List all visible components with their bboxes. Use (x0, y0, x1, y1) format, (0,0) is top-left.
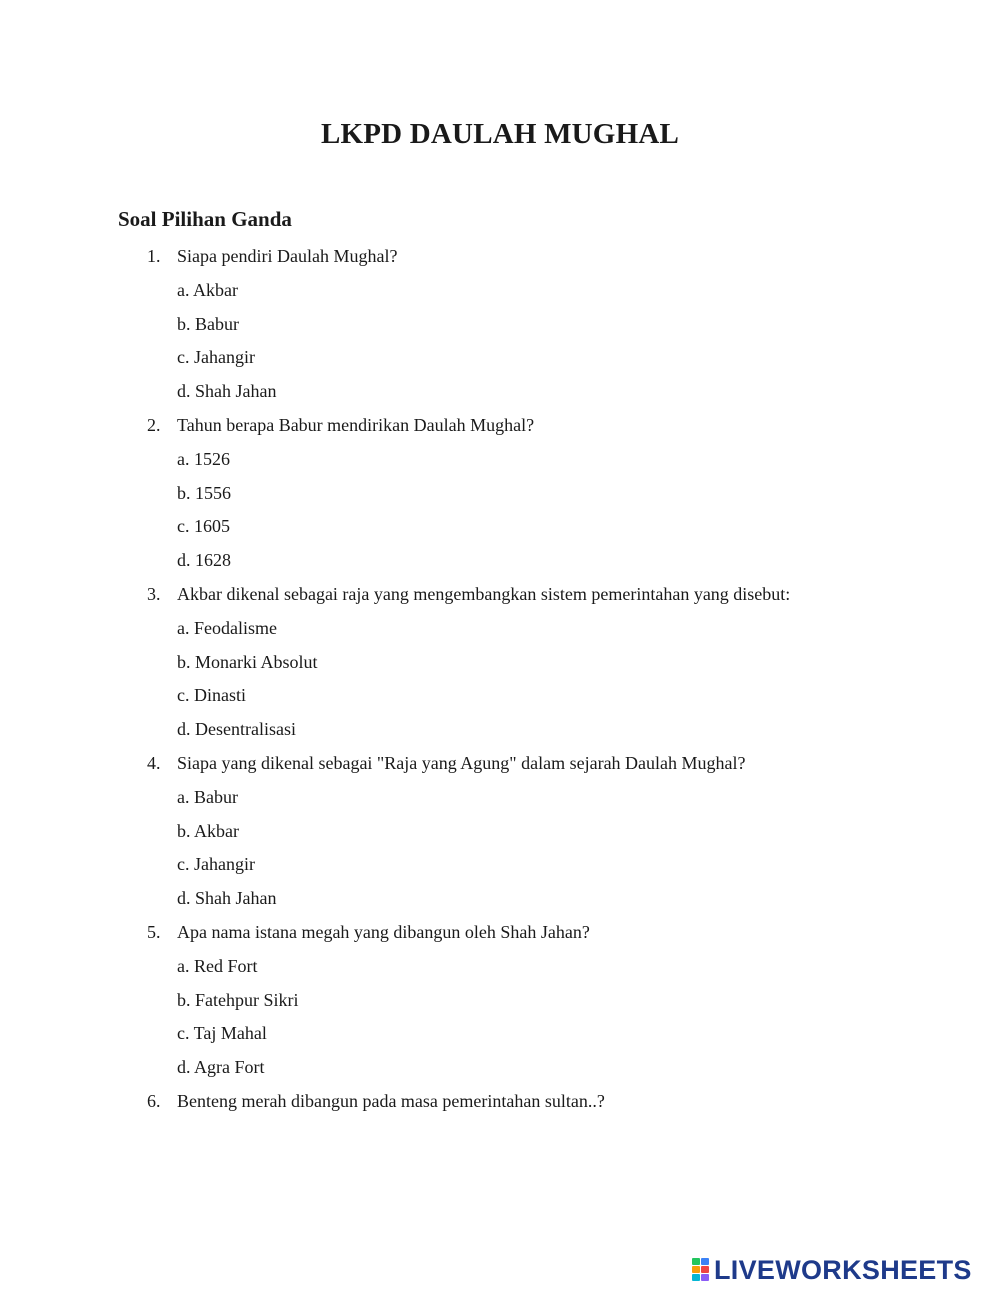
answer-option-label: b. Monarki Absolut (177, 651, 318, 672)
answer-option[interactable] (0, 649, 1000, 683)
page-title: LKPD DAULAH MUGHAL (320, 118, 680, 150)
answer-option[interactable] (0, 851, 1000, 885)
logo-icon-square (701, 1266, 709, 1273)
answer-option-label: b. Babur (177, 313, 239, 334)
answer-option[interactable] (0, 682, 1000, 716)
answer-option-label: c. Jahangir (177, 854, 255, 875)
answer-option-label: a. 1526 (177, 448, 230, 469)
answer-option-label: d. Desentralisasi (177, 719, 296, 740)
question-number: 4. (147, 752, 161, 773)
question-text: Siapa pendiri Daulah Mughal? (177, 246, 398, 266)
question-text: Benteng merah dibangun pada masa pemerintahan sultan..? (177, 1090, 605, 1111)
logo-icon-square (701, 1258, 709, 1265)
liveworksheets-logo (692, 1253, 972, 1287)
question-item (0, 243, 1000, 277)
answer-option-label: d. Shah Jahan (177, 888, 277, 909)
question-number: 3. (147, 583, 161, 604)
answer-option[interactable] (0, 1054, 1000, 1088)
answer-option[interactable] (0, 446, 1000, 480)
answer-option[interactable] (0, 1020, 1000, 1054)
answer-option[interactable] (0, 784, 1000, 818)
question-item (0, 1088, 1000, 1122)
answer-option-label: a. Feodalisme (177, 617, 277, 638)
question-item (0, 412, 1000, 446)
question-number: 2. (147, 414, 161, 435)
question-text: Akbar dikenal sebagai raja yang mengembangkan sistem pemerintahan yang disebut: (177, 583, 791, 604)
logo-text: LIVEWORKSHEETS (714, 1254, 972, 1285)
question-text: Apa nama istana megah yang dibangun oleh Shah Jahan? (177, 921, 590, 942)
answer-option-label: c. 1605 (177, 516, 230, 537)
answer-option[interactable] (0, 277, 1000, 311)
answer-option-label: c. Jahangir (177, 347, 255, 368)
section-heading: Soal Pilihan Ganda (118, 207, 292, 231)
question-text: Siapa yang dikenal sebagai "Raja yang Agung" dalam sejarah Daulah Mughal? (177, 752, 746, 773)
answer-option[interactable] (0, 818, 1000, 852)
answer-option-label: d. Agra Fort (177, 1057, 265, 1078)
answer-option[interactable] (0, 987, 1000, 1021)
logo-icon-square (692, 1258, 700, 1265)
answer-option[interactable] (0, 344, 1000, 378)
answer-option-label: a. Akbar (177, 279, 238, 300)
question-item (0, 750, 1000, 784)
question-item (0, 919, 1000, 953)
answer-option-label: d. 1628 (177, 550, 231, 571)
question-text: Tahun berapa Babur mendirikan Daulah Mughal? (177, 414, 535, 435)
question-list (0, 243, 1000, 1122)
answer-option[interactable] (0, 885, 1000, 919)
logo-icon-square (701, 1274, 709, 1281)
liveworksheets-logo-icon (692, 1258, 710, 1282)
answer-option-label: c. Taj Mahal (177, 1023, 267, 1044)
answer-option-label: a. Red Fort (177, 955, 258, 976)
question-item (0, 581, 1000, 615)
answer-option-label: c. Dinasti (177, 685, 246, 706)
answer-option[interactable] (0, 480, 1000, 514)
answer-option[interactable] (0, 311, 1000, 345)
answer-option[interactable] (0, 953, 1000, 987)
answer-option-label: b. Fatehpur Sikri (177, 989, 299, 1010)
answer-option-label: b. Akbar (177, 820, 239, 841)
answer-option[interactable] (0, 615, 1000, 649)
answer-option-label: b. 1556 (177, 482, 231, 503)
logo-icon-square (692, 1274, 700, 1281)
answer-option[interactable] (0, 378, 1000, 412)
question-number: 6. (147, 1090, 161, 1111)
answer-option[interactable] (0, 547, 1000, 581)
answer-option-label: a. Babur (177, 786, 238, 807)
logo-icon-square (692, 1266, 700, 1273)
question-number: 5. (147, 921, 161, 942)
answer-option[interactable] (0, 716, 1000, 750)
question-number: 1. (147, 246, 161, 266)
answer-option[interactable] (0, 513, 1000, 547)
answer-option-label: d. Shah Jahan (177, 381, 277, 402)
